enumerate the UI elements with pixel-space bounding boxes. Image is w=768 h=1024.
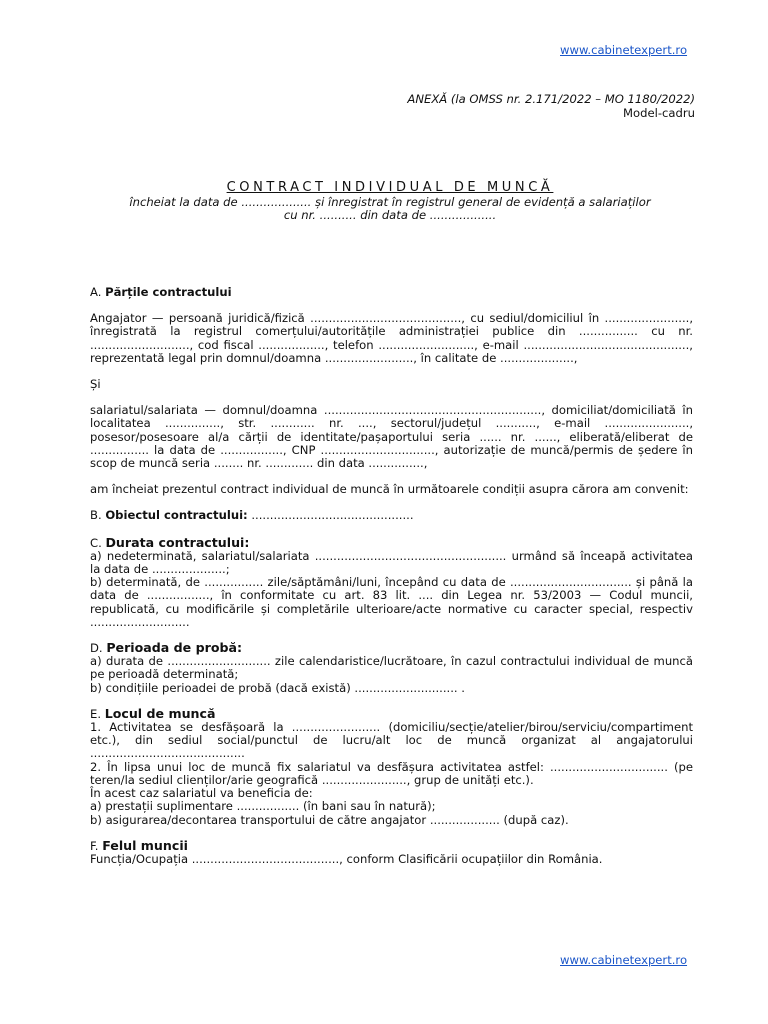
annex-reference xyxy=(407,92,695,120)
section-title: Felul muncii xyxy=(102,837,188,853)
agreement-paragraph: am încheiat prezentul contract individual de muncă în următoarele condiții asupra cărora am convenit: xyxy=(90,482,689,497)
contract-body xyxy=(90,286,693,866)
section-title: Părțile contractului xyxy=(105,285,232,299)
section-c-item-b: b) determinată, de ................ zile/săptămâni/luni, începând cu data de ................................. și până la data de ................., în conformitate cu art. 83 lit. .... din Legea nr. 53/2003 — Codul muncii, republicată, cu modificările și completările ulterioare/acte normative cu caracter special, respectiv ........................... xyxy=(90,575,693,629)
section-b xyxy=(90,509,693,522)
section-title: Locul de muncă xyxy=(104,705,216,721)
section-e-item-1: 1. Activitatea se desfășoară la ........................ (domiciliu/secție/atelier/birou/serviciu/compartiment etc.), din sediul social/punctul de lucru/alt loc de muncă organizat al angajatorului .......................................... xyxy=(90,720,693,761)
section-title: Perioada de probă: xyxy=(106,640,243,656)
section-d-item-b: b) condițiile perioadei de probă (dacă există) ............................ . xyxy=(90,680,465,695)
section-e-item-2: 2. În lipsa unui loc de muncă fix salariatul va desfășura activitatea astfel: ................................ (pe teren/la sediul clienților/arie geografică ......................., grup de unități etc.). xyxy=(90,759,693,787)
section-letter: D. xyxy=(90,641,103,656)
website-link-top[interactable]: www.cabinetexpert.ro xyxy=(560,43,688,57)
section-d-heading xyxy=(90,641,693,655)
contract-subtitle-line2: cu nr. .......... din data de .................. xyxy=(283,208,497,222)
section-title: Durata contractului: xyxy=(105,534,250,550)
section-e-item-5: b) asigurarea/decontarea transportului de către angajator ................... (după caz). xyxy=(90,812,569,827)
section-letter: F. xyxy=(90,838,99,853)
section-e-heading xyxy=(90,707,693,721)
contract-subtitle-line1: încheiat la data de ................... și înregistrat în registrul general de evidență a salariaților xyxy=(129,195,651,209)
section-letter: B. xyxy=(90,508,102,523)
section-d-item-a: a) durata de ............................ zile calendaristice/lucrătoare, în cazul contractului individual de muncă pe perioadă determinată; xyxy=(90,654,693,682)
section-letter: C. xyxy=(90,535,102,550)
employer-paragraph: Angajator — persoană juridică/fizică ........................................., cu sediul/domiciliul în ......................., înregistrată la registrul comerțului/autoritățile administrației publice din ................ cu nr. ..........................., cod fiscal .................., telefon .........................., e-mail ............................................., reprezentată legal prin domnul/doamna ........................, în calitate de ...................., xyxy=(90,311,693,365)
section-e-item-3: În acest caz salariatul va beneficia de: xyxy=(90,786,313,801)
and-word: Și xyxy=(90,377,101,392)
section-c-heading xyxy=(90,536,693,550)
section-a-heading xyxy=(90,286,693,299)
section-b-text: ............................................ xyxy=(247,508,414,523)
section-letter: E. xyxy=(90,706,102,721)
contract-title: CONTRACT INDIVIDUAL DE MUNCĂ xyxy=(226,180,554,195)
employee-paragraph: salariatul/salariata — domnul/doamna ..........................................................., domiciliat/domiciliată în localitatea ..............., str. ............ nr. ...., sectorul/județul ..........., e-mail ......................., posesor/posesoare al/a cărții de identitate/pașaportului seria ...... nr. ......, eliberată/eliberat de ................ la data de ................., CNP ..............................., autorizație de muncă/permis de ședere în scop de muncă seria ........ nr. ............. din data ..............., xyxy=(90,403,693,471)
model-label: Model-cadru xyxy=(623,106,695,120)
section-title: Obiectul contractului: xyxy=(105,508,248,523)
annex-line: ANEXĂ (la OMSS nr. 2.171/2022 – MO 1180/2022) xyxy=(407,92,695,106)
section-f-text: Funcția/Ocupația ........................................, conform Clasificării ocupațiilor din România. xyxy=(90,851,603,866)
section-letter: A. xyxy=(90,285,102,299)
section-c-item-a: a) nedeterminată, salariatul/salariata .................................................... urmând să înceapă activitatea la data de ....................; xyxy=(90,548,693,577)
website-link-bottom[interactable]: www.cabinetexpert.ro xyxy=(560,953,688,967)
section-f-heading xyxy=(90,839,693,853)
contract-header xyxy=(90,180,690,222)
section-e-item-4: a) prestații suplimentare ................. (în bani sau în natură); xyxy=(90,799,436,814)
